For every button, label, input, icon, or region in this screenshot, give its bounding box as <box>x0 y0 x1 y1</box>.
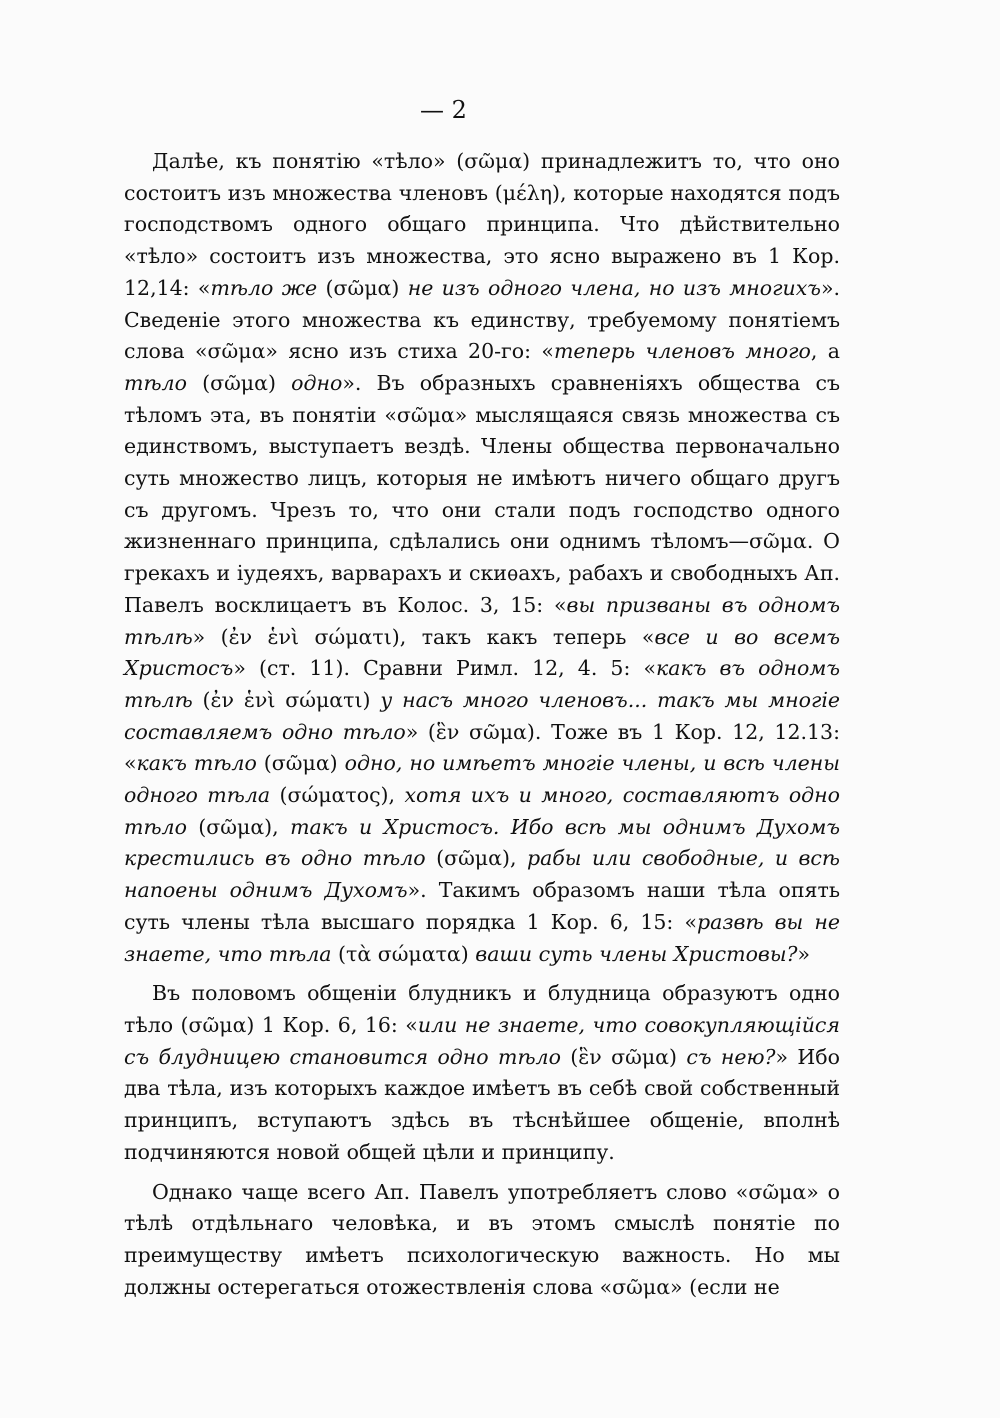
text-run: Въ половомъ общеніи блудникъ и блудница образуютъ одно тѣло (σῶμα) 1 Кор. 6, 16: « <box>124 981 840 1037</box>
text-run: Далѣе, къ понятію «тѣло» (σῶμα) принадлежитъ то, что оно состоитъ изъ множества членовъ (μέλη), которые находятся подъ господствомъ одного общаго принципа. Что дѣйствительно «тѣло» состоитъ изъ множества, это ясно выражено въ 1 Кор. 12,14: « <box>124 149 840 300</box>
italic-run: развѣ вы не знаете, что тѣла <box>124 909 840 966</box>
italic-run: или не знаете, что совокупляющійся съ блудницею становится одно тѣло <box>124 1012 840 1069</box>
text-run: (σῶμα), <box>186 814 291 839</box>
text-run: ». Такимъ образомъ наши тѣла опять суть члены тѣла высшаго порядка 1 Кор. 6, 15: « <box>124 878 840 934</box>
body-text <box>124 146 840 1303</box>
italic-run: у насъ много членовъ... такъ мы многіе составляемъ одно тѣло <box>124 687 841 744</box>
italic-run: хотя ихъ и много, составляютъ одно тѣло <box>124 783 840 839</box>
italic-run: одно <box>291 370 343 395</box>
italic-run: одно, но имѣетъ многіе члены, и всѣ члены одного тѣла <box>124 751 841 808</box>
italic-run: тѣло же <box>210 275 318 300</box>
text-run: (σῶμα) <box>186 370 292 395</box>
paragraph-3 <box>124 1177 840 1304</box>
italic-run: все и во всемъ Христосъ <box>124 624 840 681</box>
text-run: (σῶμα), <box>425 846 527 871</box>
text-run: (σῶμα) <box>317 275 408 300</box>
italic-run: ваши суть члены Христовы? <box>475 941 798 966</box>
text-run: » Ибо два тѣла, изъ которыхъ каждое имѣетъ въ себѣ свой собственный принципъ, вступаютъ здѣсь въ тѣснѣйшее общеніе, вполнѣ подчиняются новой общей цѣли и принципу. <box>124 1044 840 1164</box>
italic-run: съ нею? <box>686 1044 776 1069</box>
text-run: » <box>797 941 811 966</box>
text-run: Однако чаще всего Ап. Павелъ употребляетъ слово «σῶμα» о тѣлѣ отдѣльнаго человѣка, и въ этомъ смыслѣ понятіе по преимуществу имѣетъ психологическую важность. Но мы должны остерегаться отожествленія слова «σῶμα» (если не <box>124 1179 840 1299</box>
italic-run: теперь членовъ много <box>553 339 811 364</box>
italic-run: рабы или свободные, и всѣ напоены однимъ Духомъ <box>124 846 840 903</box>
paragraph-1 <box>124 146 840 970</box>
text-run: (τὰ σώματα) <box>331 941 476 966</box>
text-run: (ἐν ἑνὶ σώματι) <box>192 687 381 712</box>
page-number: — 2 <box>420 96 467 124</box>
italic-run: какъ тѣло <box>136 751 257 776</box>
text-run: ». Въ образныхъ сравненіяхъ общества съ тѣломъ эта, въ понятіи «σῶμα» мыслящаяся связь множества съ единствомъ, выступаетъ вездѣ. Члены общества первоначально суть множество лицъ, которыя не имѣютъ ничего общаго другъ съ другомъ. Чрезъ то, что они стали подъ господство одного жизненнаго принципа, сдѣлались они однимъ тѣломъ—σῶμα. О грекахъ и іудеяхъ, варварахъ и скиѳахъ, рабахъ и свободныхъ Ап. Павелъ восклицаетъ въ Колос. 3, 15: « <box>124 370 840 617</box>
text-run: ». Сведеніе этого множества къ единству, требуемому понятіемъ слова «σῶμα» ясно изъ стиха 20-го: « <box>124 275 840 364</box>
italic-run: не изъ одного члена, но изъ многихъ <box>407 275 821 300</box>
paragraph-2 <box>124 978 840 1168</box>
italic-run: тѣло <box>124 370 187 395</box>
text-run: , а <box>810 339 840 364</box>
text-run: (σώματος), <box>270 783 405 808</box>
text-run: » (ἐν ἑνὶ σώματι), такъ какъ теперь « <box>192 624 655 649</box>
text-run: (σῶμα) <box>256 751 345 776</box>
italic-run: вы призваны въ одномъ тѣлѣ <box>124 592 840 649</box>
text-run: » (ἓν σῶμα). Тоже въ 1 Кор. 12, 12.13: « <box>124 719 840 776</box>
italic-run: какъ въ одномъ тѣлѣ <box>124 656 840 712</box>
text-run: » (ст. 11). Сравни Римл. 12, 4. 5: « <box>233 656 657 681</box>
text-run: (ἓν σῶμα) <box>560 1044 687 1069</box>
italic-run: такъ и Христосъ. Ибо всѣ мы однимъ Духомъ крестились въ одно тѣло <box>124 814 841 871</box>
